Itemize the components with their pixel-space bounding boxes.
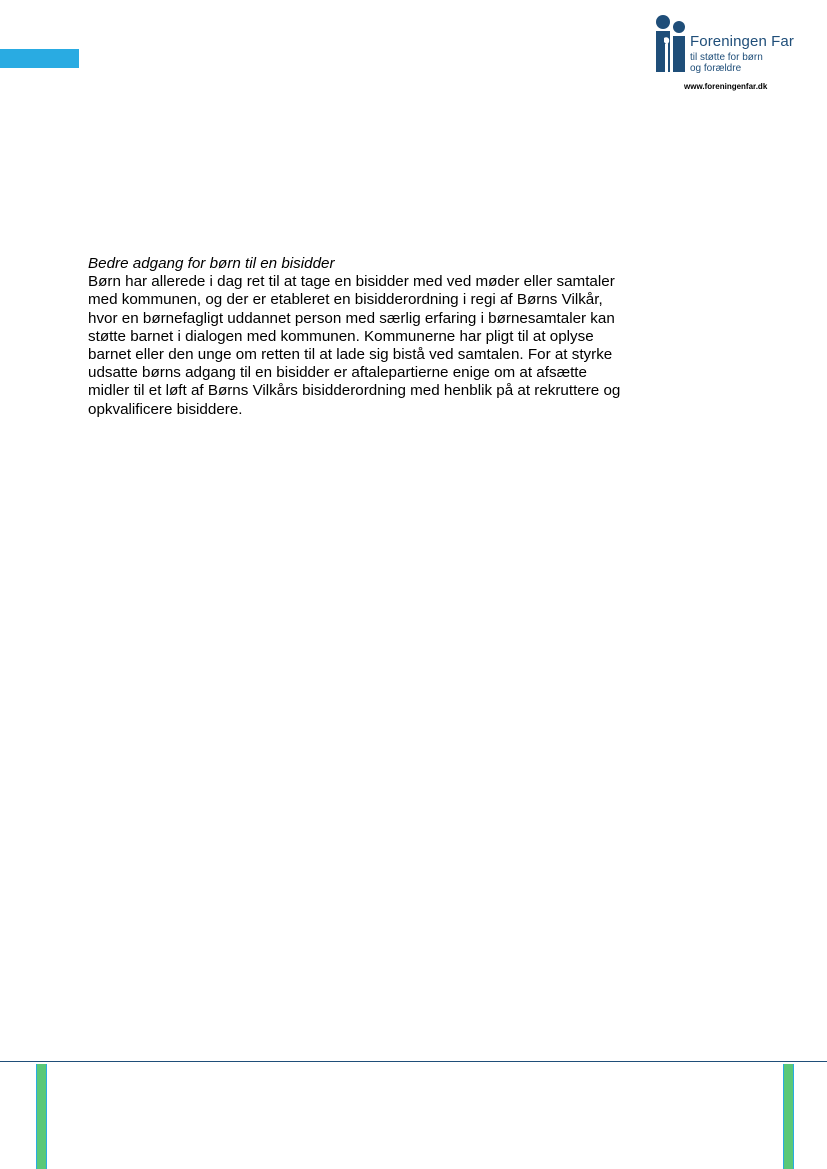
body-line: opkvalificere bisiddere. — [88, 400, 243, 418]
footer-bar-right — [783, 1064, 794, 1169]
logo-tagline-line: til støtte for børn — [690, 52, 763, 63]
two-figures-logo-icon — [653, 14, 689, 74]
section-content — [88, 255, 668, 419]
body-line: barnet eller den unge om retten til at lade sig bistå ved samtalen. For at styrke — [88, 346, 613, 364]
body-line: støtte barnet i dialogen med kommunen. Kommunerne har pligt til at oplyse — [88, 327, 594, 345]
foreningen-far-logo — [648, 14, 808, 94]
logo-name: Foreningen Far — [690, 33, 794, 50]
body-line: Børn har allerede i dag ret til at tage en bisidder med ved møder eller samtaler — [88, 273, 615, 291]
section-body — [88, 273, 668, 419]
footer-divider — [0, 1061, 827, 1062]
body-line: hvor en børnefagligt uddannet person med særlig erfaring i børnesamtaler kan — [88, 309, 615, 327]
logo-tagline — [690, 52, 763, 74]
logo-tagline-line: og forældre — [690, 63, 742, 74]
logo-url: www.foreningenfar.dk — [684, 82, 768, 91]
top-accent-bar — [0, 49, 79, 68]
section-heading: Bedre adgang for børn til en bisidder — [88, 255, 335, 272]
body-line: med kommunen, og der er etableret en bisidderordning i regi af Børns Vilkår, — [88, 291, 603, 309]
body-line: midler til et løft af Børns Vilkårs bisidderordning med henblik på at rekruttere og — [88, 382, 621, 400]
footer-bar-left — [36, 1064, 47, 1169]
body-line: udsatte børns adgang til en bisidder er aftalepartierne enige om at afsætte — [88, 364, 587, 382]
